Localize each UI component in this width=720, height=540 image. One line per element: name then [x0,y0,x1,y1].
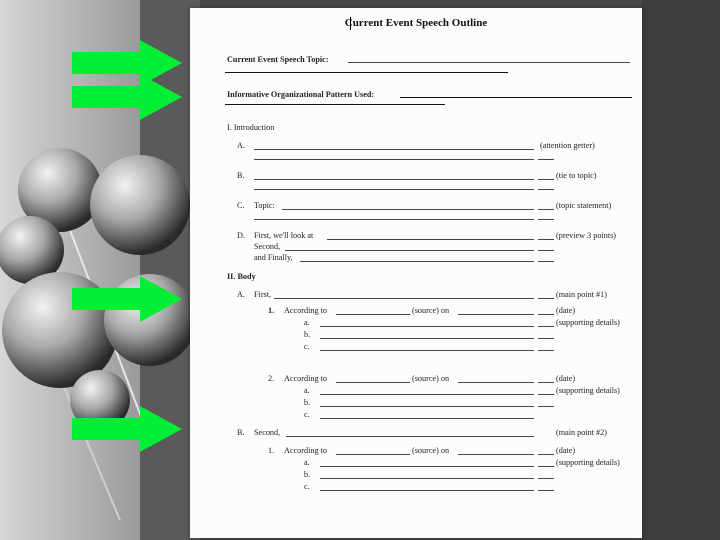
body-b1-short [538,454,554,455]
intro-b-label: B. [237,171,245,180]
body-b1-source-on: (source) on [412,446,450,455]
body-a1-c-blank[interactable] [320,350,534,351]
body-a1-c: c. [304,342,310,351]
body-a2-support-note: (supporting details) [556,386,620,395]
body-a2-according: According to [284,374,327,383]
body-a1-a-blank[interactable] [320,326,534,327]
body-a2-b: b. [304,398,311,407]
body-a1-a-short [538,326,554,327]
intro-a-blank[interactable] [254,149,534,150]
intro-a-note: (attention getter) [540,141,595,150]
body-heading: II. Body [227,272,256,281]
body-a1-source-blank[interactable] [336,314,410,315]
body-a1-num: 1. [268,306,275,315]
intro-a-blank-2[interactable] [254,159,534,160]
body-a2-date-blank[interactable] [458,382,534,383]
intro-finally-short [538,261,554,262]
intro-a-short [538,159,554,160]
intro-b-note: (tie to topic) [556,171,597,180]
body-a1-date-blank[interactable] [458,314,534,315]
body-b1-support-note: (supporting details) [556,458,620,467]
body-a2-b-blank[interactable] [320,406,534,407]
body-b1-date-note: (date) [556,446,576,455]
body-a1-a: a. [304,318,310,327]
intro-second: Second, [254,242,281,251]
body-b1-b-short [538,478,554,479]
body-b1-c-blank[interactable] [320,490,534,491]
pattern-blank-2[interactable] [225,104,445,105]
arrow-right-icon [72,406,182,452]
pattern-blank[interactable] [400,97,632,98]
body-b1-date-blank[interactable] [458,454,534,455]
document-title: Current Event Speech Outline [344,17,488,29]
body-b1-a-short [538,466,554,467]
body-a2-source-on: (source) on [412,374,450,383]
body-a2-c: c. [304,410,310,419]
topic-blank[interactable] [348,62,630,63]
intro-finally: and Finally, [254,253,293,262]
intro-c-note: (topic statement) [556,201,612,210]
body-a1-support-note: (supporting details) [556,318,620,327]
body-a2-a: a. [304,386,310,395]
body-a-text: First, [254,290,272,299]
intro-second-short [538,250,554,251]
body-a2-a-short [538,394,554,395]
arrow-right-icon [72,276,182,322]
body-b1-a-blank[interactable] [320,466,534,467]
body-a-blank[interactable] [274,298,534,299]
body-a1-source-on: (source) on [412,306,450,315]
body-a-note: (main point #1) [556,290,607,299]
body-a1-b: b. [304,330,311,339]
body-b1-according: According to [284,446,327,455]
intro-a-label: A. [237,141,245,150]
outline-document [190,8,642,538]
body-a2-b-short [538,406,554,407]
body-a1-according: According to [284,306,327,315]
body-a2-num: 2. [268,374,275,383]
intro-c-short [538,209,554,210]
intro-c-text: Topic: [254,201,275,210]
body-b1-a: a. [304,458,310,467]
body-b1-num: 1. [268,446,275,455]
body-a2-a-blank[interactable] [320,394,534,395]
intro-d-blank[interactable] [327,239,534,240]
intro-c-blank[interactable] [282,209,534,210]
topic-label: Current Event Speech Topic: [227,55,329,64]
body-b1-c-short [538,490,554,491]
arrow-right-icon [72,74,182,120]
intro-b-short-2 [538,189,554,190]
intro-c-short-2 [538,219,554,220]
body-b1-b-blank[interactable] [320,478,534,479]
body-a-label: A. [237,290,245,299]
intro-b-short [538,179,554,180]
body-a2-source-blank[interactable] [336,382,410,383]
body-a2-date-note: (date) [556,374,576,383]
intro-finally-blank[interactable] [300,261,534,262]
intro-b-blank-2[interactable] [254,189,534,190]
body-a2-short [538,382,554,383]
intro-d-text: First, we'll look at [254,231,314,240]
body-a1-b-blank[interactable] [320,338,534,339]
body-b-note: (main point #2) [556,428,607,437]
intro-second-blank[interactable] [285,250,534,251]
intro-c-blank-2[interactable] [254,219,534,220]
topic-blank-2[interactable] [225,72,508,73]
body-b-blank[interactable] [286,436,534,437]
body-a2-c-blank[interactable] [320,418,534,419]
body-a1-b-short [538,338,554,339]
intro-d-label: D. [237,231,245,240]
body-b1-b: b. [304,470,311,479]
body-b1-source-blank[interactable] [336,454,410,455]
pattern-label: Informative Organizational Pattern Used: [227,90,375,99]
intro-c-label: C. [237,201,245,210]
body-a1-short [538,314,554,315]
intro-d-short [538,239,554,240]
body-a-short [538,298,554,299]
body-b1-c: c. [304,482,310,491]
intro-d-note: (preview 3 points) [556,231,617,240]
body-a1-date-note: (date) [556,306,576,315]
intro-b-blank[interactable] [254,179,534,180]
body-a1-c-short [538,350,554,351]
body-b-label: B. [237,428,245,437]
body-b-text: Second, [254,428,281,437]
intro-heading: I. Introduction [227,123,275,132]
